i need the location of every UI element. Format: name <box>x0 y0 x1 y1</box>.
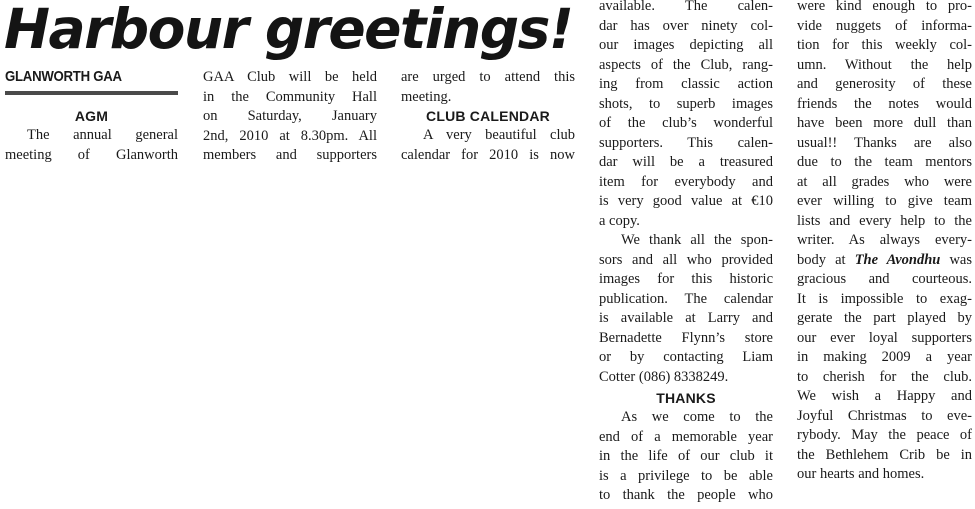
text-line: We thank all the spon- <box>621 232 773 248</box>
column-3 <box>401 68 575 165</box>
text-line: ing from classic action <box>599 76 773 92</box>
text-run: was <box>940 251 972 268</box>
text-line: item for everybody and <box>599 173 773 190</box>
text-line: ever willing to give team <box>797 193 972 209</box>
text-line: have been more dull than <box>797 115 972 131</box>
column-4 <box>599 0 773 506</box>
text-line: sors and all who provided <box>599 251 773 268</box>
newspaper-name: The Avondhu <box>854 251 941 268</box>
text-line: the Bethlehem Crib be in <box>797 446 972 463</box>
text-line: shots, to superb images <box>599 95 773 112</box>
text-line: to thank the people who <box>599 487 773 503</box>
text-line: writer. As always every- <box>797 232 972 248</box>
text-line: to cherish for the club. <box>797 368 972 385</box>
text-line <box>797 251 972 271</box>
agm-paragraph <box>5 126 178 165</box>
headline: Harbour greetings! <box>4 0 573 61</box>
text-line: is available at Larry and <box>599 310 773 326</box>
text-line: aspects of the Club, rang- <box>599 56 773 73</box>
column-5 <box>797 0 972 485</box>
text-line: tion for this weekly col- <box>797 37 972 53</box>
kicker-rule <box>5 91 178 95</box>
text-line: is a privilege to be able <box>599 467 773 484</box>
text-line: gracious and courteous. <box>797 271 972 287</box>
text-line: rybody. May the peace of <box>797 427 972 443</box>
text-line: a copy. <box>599 212 640 229</box>
text-line: lists and every help to the <box>797 212 972 229</box>
text-line: in the life of our club it <box>599 448 773 464</box>
text-line: calendar for 2010 is now <box>401 146 575 163</box>
text-line: It is impossible to exag- <box>797 290 972 307</box>
text-line: is very good value at €10 <box>599 193 773 209</box>
text-line: or by contacting Liam <box>599 349 773 365</box>
text-line: end of a memorable year <box>599 428 773 445</box>
text-line: and generosity of these <box>797 76 972 92</box>
text-line: dar has over ninety col- <box>599 17 773 34</box>
section-kicker: GLANWORTH GAA <box>5 68 122 85</box>
text-line: are urged to attend this <box>401 69 575 85</box>
text-line: dar will be a treasured <box>599 154 773 170</box>
text-line: usual!! Thanks are also <box>797 134 972 151</box>
text-line: Cotter (086) 8338249. <box>599 368 729 385</box>
text-line: on Saturday, January <box>203 108 377 124</box>
text-line: umn. Without the help <box>797 56 972 73</box>
text-line: members and supporters <box>203 147 377 163</box>
text-line: supporters. This calen- <box>599 134 773 151</box>
text-line: Bernadette Flynn’s store <box>599 329 773 346</box>
text-line: GAA Club will be held <box>203 69 377 85</box>
text-line: friends the notes would <box>797 95 972 112</box>
text-line: available. The calen- <box>599 0 773 14</box>
text-line: vide nuggets of informa- <box>797 17 972 34</box>
text-line: meeting. <box>401 88 452 105</box>
text-line: publication. The calendar <box>599 290 773 307</box>
text-line: We wish a Happy and <box>797 388 972 404</box>
column-1 <box>5 107 178 165</box>
calendar-heading: CLUB CALENDAR <box>426 108 550 124</box>
text-line: 2nd, 2010 at 8.30pm. All <box>203 127 377 144</box>
text-line: our images depicting all <box>599 37 773 53</box>
text-run: body at <box>797 251 855 268</box>
text-line: The annual general <box>27 127 178 143</box>
text-line: Joyful Christmas to eve- <box>797 407 972 424</box>
text-line: our ever loyal supporters <box>797 329 972 346</box>
text-line: due to the team mentors <box>797 154 972 170</box>
text-line: A very beautiful club <box>423 127 575 143</box>
text-line: in making 2009 a year <box>797 349 972 365</box>
text-line: gerate the part played by <box>797 310 972 326</box>
text-line: in the Community Hall <box>203 88 377 105</box>
thanks-heading: THANKS <box>656 390 716 406</box>
column-2 <box>203 68 377 166</box>
text-line: meeting of Glanworth <box>5 146 178 163</box>
text-line: images for this historic <box>599 271 773 287</box>
text-line: at all grades who were <box>797 173 972 190</box>
text-line: As we come to the <box>621 409 773 425</box>
text-line: were kind enough to pro- <box>797 0 972 14</box>
text-line: of the club’s wonderful <box>599 115 773 131</box>
agm-heading: AGM <box>74 108 109 124</box>
text-line: our hearts and homes. <box>797 466 925 482</box>
